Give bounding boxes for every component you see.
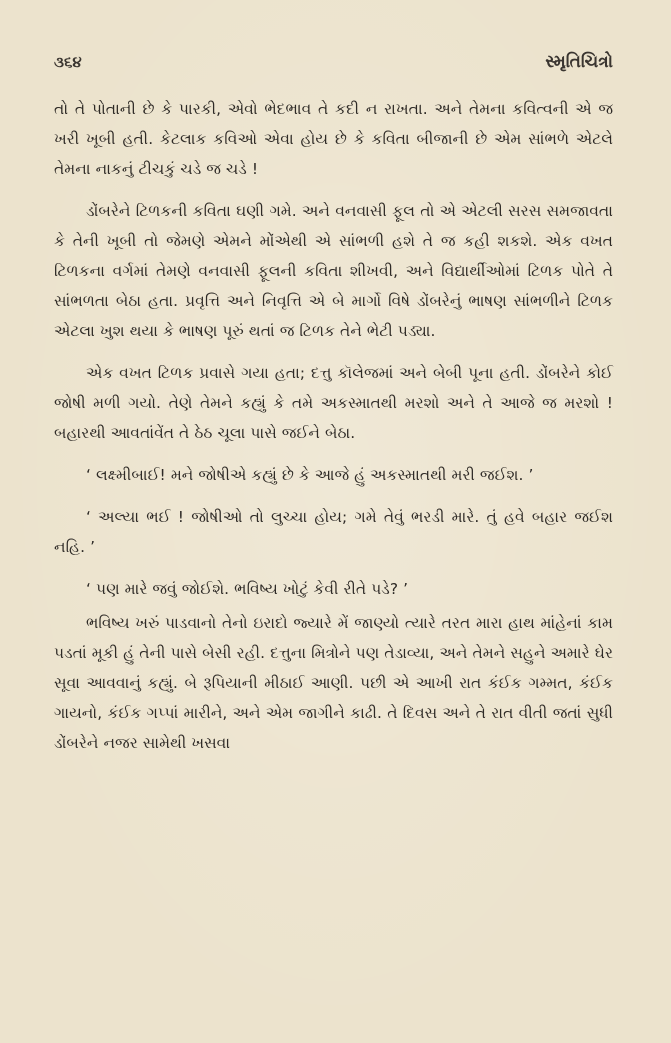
paragraph-2: ડોંબરેને ટિળકની કવિતા ઘણી ગમે. અને વનવાસી ફૂલ તો એ એટલી સરસ સમજાવતા કે તેની ખૂબી તો જેમણે એમને મોંએથી એ સાંભળી હશે તે જ કહી શકશે. એક વખત ટિળકના વર્ગમાં તેમણે વનવાસી ફૂલની કવિતા શીખવી, અને વિદ્યાર્થીઓમાં ટિળક પોતે તે સાંભળતા બેઠા હતા. પ્રવૃત્તિ અને નિવૃત્તિ એ બે માર્ગો વિષે ડોંબરેનું ભાષણ સાંભળીને ટિળક એટલા ખુશ થયા કે ભાષણ પૂરું થતાં જ ટિળક તેને ભેટી પડ્યા. <box>54 202 613 340</box>
paragraph-1: તો તે પોતાની છે કે પારકી, એવો ભેદભાવ તે કદી ન રાખતા. અને તેમના કવિત્વની એ જ ખરી ખૂબી હતી. કેટલાક કવિઓ એવા હોય છે કે કવિતા બીજાની છે એમ સાંભળે એટલે તેમના નાકનું ટીચકું ચડે જ ચડે ! <box>54 100 613 178</box>
paragraph-3: એક વખત ટિળક પ્રવાસે ગયા હતા; દત્તુ કૉલેજમાં અને બેબી પૂના હતી. ડોંબરેને કોઈ જોષી મળી ગયો. તેણે તેમને કહ્યું કે તમે અકસ્માતથી મરશો અને તે આજે જ મરશો ! બહારથી આવતાંવેંત તે ઠેઠ ચૂલા પાસે જઈને બેઠા. <box>54 364 613 442</box>
dialogue-3: ‘ પણ મારે જવું જોઈશે. ભવિષ્ય ખોટું કેવી રીતે પડે? ’ <box>86 580 409 598</box>
page-body <box>54 94 613 758</box>
page-header <box>54 52 613 72</box>
paragraph-4: ભવિષ્ય ખરું પાડવાનો તેનો ઇરાદો જ્યારે મેં જાણ્યો ત્યારે તરત મારા હાથ માંહેનાં કામ પડતાં મૂકી હું તેની પાસે બેસી રહી. દત્તુના મિત્રોને પણ તેડાવ્યા, અને તેમને સહુને અમારે ઘેર સૂવા આવવાનું કહ્યું. બે રૂપિયાની મીઠાઈ આણી. પછી એ આખી રાત કંઈક ગમ્મત, કંઈક ગાયનો, કંઈક ગપ્પાં મારીને, અને એમ જાગીને કાઢી. તે દિવસ અને તે રાત વીતી જતાં સુધી ડોંબરેને નજર સામેથી ખસવા <box>54 614 613 752</box>
running-title: સ્મૃતિચિત્રો <box>545 52 613 72</box>
dialogue-1: ‘ લક્ષ્મીબાઈ! મને જોષીએ કહ્યું છે કે આજે હું અકસ્માતથી મરી જઈશ. ’ <box>86 466 534 484</box>
dialogue-2: ‘ અલ્યા ભઈ ! જોષીઓ તો લુચ્ચા હોય; ગમે તેવું ભરડી મારે. તું હવે બહાર જઈશ નહિ. ’ <box>54 508 613 556</box>
page-number: ૩૬૪ <box>54 53 82 71</box>
